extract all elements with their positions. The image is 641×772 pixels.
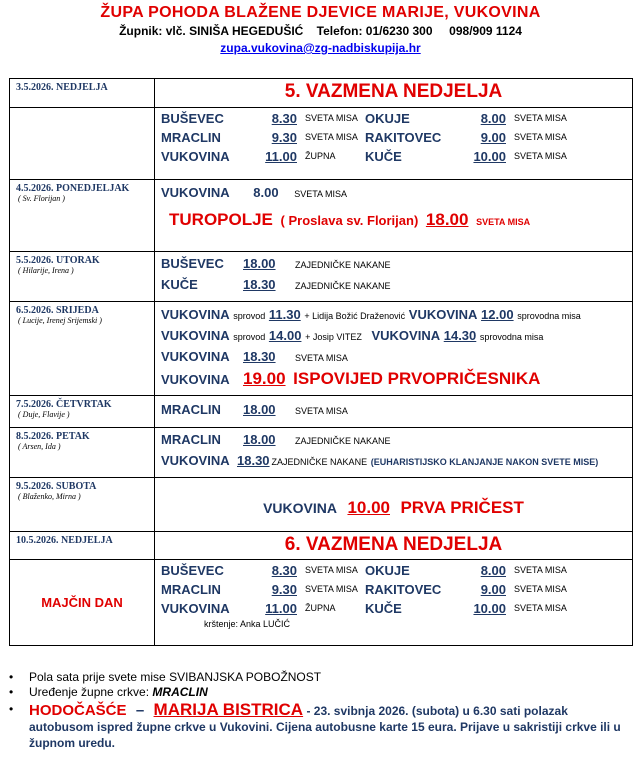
footer-notes [9,670,629,751]
mass-line [155,254,632,275]
mass-time: 11.00 [265,149,297,164]
mass-type: SVETA MISA [514,603,567,613]
mass-time: 18.00 [243,256,276,271]
mass-place: VUKOVINA [161,149,230,164]
mass-type: sprovodna misa [479,332,544,342]
feast-note: ( Proslava sv. Florijan) [280,213,419,228]
mass-type: SVETA MISA [305,565,358,575]
mass-time: 14.30 [443,328,477,343]
day-saint: ( Duje, Flavije ) [18,410,70,419]
mass-time: 14.00 [268,328,302,343]
mass-time: 10.00 [473,149,506,164]
bullet-icon: • [9,702,14,716]
mass-time: 12.00 [481,307,514,322]
communion-time: 10.00 [347,497,390,517]
mass-time: 10.00 [473,601,506,616]
parish-email-link[interactable]: zupa.vukovina@zg-nadbiskupija.hr [220,41,421,55]
mass-time: 9.00 [480,582,506,597]
deceased-name: + Josip VITEZ [305,332,362,342]
mass-type: ZAJEDNIČKE NAKANE [295,260,391,270]
day-saint: ( Sv. Florijan ) [18,194,65,203]
confession-time: 19.00 [243,369,286,388]
mass-type: ŽUPNA [305,151,336,161]
mass-time: 9.00 [480,130,506,145]
mass-line [155,430,632,451]
mass-time: 11.30 [268,307,301,322]
mass-type: SVETA MISA [295,353,348,363]
mass-place: VUKOVINA [161,328,230,343]
day-saint: ( Lucije, Irenej Srijemski ) [18,316,102,325]
pilgrimage-details: - 23. svibnja 2026. (subota) u 6.30 sati polazak autobusom ispred župne crkve u Vukovini. Cijena autobusne karte 15 eura. Prijave u sakristiji crkve ili u župnom uredu. [29,704,621,750]
mass-line [155,400,632,421]
mass-place: VUKOVINA [161,372,230,387]
mass-place: KUČE [161,277,198,292]
funeral-line [155,326,632,347]
day-saint: ( Arsen, Ida ) [18,442,61,451]
mass-type: SVETA MISA [514,565,567,575]
parish-title: ŽUPA POHODA BLAŽENE DJEVICE MARIJE, VUKOVINA [100,4,541,21]
footer-bullet [9,670,629,685]
mass-time: 18.30 [243,349,276,364]
deceased-name: + Lidija Božić Draženović [304,311,406,321]
mass-type: ZAJEDNIČKE NAKANE [271,457,368,467]
mass-type: ZAJEDNIČKE NAKANE [295,281,391,291]
footer-parish: MRACLIN [152,685,208,699]
mass-type: SVETA MISA [514,584,567,594]
schedule-table [9,78,633,646]
communion-text: PRVA PRIČEST [400,497,524,517]
mass-time: 8.30 [271,563,297,578]
mass-place: VUKOVINA [371,328,441,343]
mass-time: 11.00 [265,601,297,616]
footer-text: Uređenje župne crkve: [29,685,150,699]
day-saint: ( Hilarije, Irena ) [18,266,74,275]
mass-type: SVETA MISA [305,584,358,594]
day-date: 10.5.2026. NEDJELJA [16,535,113,546]
mass-time: 9.30 [271,130,297,145]
mass-line [155,183,632,204]
pilgrimage-dash: – [135,702,145,719]
mass-place: VUKOVINA [161,307,230,322]
mass-place: KUČE [365,149,402,164]
confession-text: ISPOVIJED PRVOPRIČESNIKA [293,369,541,388]
mass-place: OKUJE [365,563,410,578]
day-date: 5.5.2026. UTORAK [16,255,100,266]
mass-place: VUKOVINA [161,601,230,616]
mass-time: 18.00 [243,432,276,447]
mass-time: 18.30 [237,453,270,468]
day-date: 3.5.2026. NEDJELJA [16,82,108,93]
pilgrimage-destination: MARIJA BISTRICA [153,700,304,719]
sunday-title: 5. VAZMENA NEDJELJA [284,81,503,102]
confession-line [155,368,632,390]
mass-time: 8.00 [480,563,506,578]
day-date: 6.5.2026. SRIJEDA [16,305,99,316]
mass-place: MRACLIN [161,582,221,597]
mass-type: sprovodna misa [517,311,581,321]
mass-place: VUKOVINA [263,499,337,516]
mass-time: 18.30 [243,277,276,292]
mass-time: 18.00 [243,402,276,417]
day-date: 9.5.2026. SUBOTA [16,481,97,492]
feast-line [155,210,632,230]
funeral-line [155,305,632,326]
mass-type: ŽUPNA [305,603,336,613]
feast-place: TUROPOLJE [169,210,273,229]
mass-type: sprovod [233,332,266,342]
mass-place: MRACLIN [161,130,221,145]
day-date: 7.5.2026. ČETVRTAK [16,399,112,410]
mass-time: 8.00 [480,111,506,126]
sunday-mass-grid [155,109,632,166]
mass-type: SVETA MISA [294,189,348,199]
day-date: 8.5.2026. PETAK [16,431,90,442]
mass-line [155,347,632,368]
mass-place: OKUJE [365,111,410,126]
mass-type: SVETA MISA [295,406,348,416]
footer-bullet [9,702,629,751]
footer-text: Pola sata prije svete mise SVIBANJSKA POBOŽNOST [29,670,322,684]
day-saint: ( Blaženko, Mirna ) [18,492,81,501]
mass-place: RAKITOVEC [365,582,442,597]
baptism-note: krštenje: Anka LUČIĆ [204,619,291,629]
bullet-icon: • [9,670,14,684]
mass-time: 8.00 [253,185,279,200]
mass-place: MRACLIN [161,402,221,417]
bullet-icon: • [9,685,14,699]
mass-place: BUŠEVEC [161,563,224,578]
mass-time: 9.30 [271,582,297,597]
mass-type: SVETA MISA [514,113,567,123]
mass-line [155,451,632,472]
feast-mass: SVETA MISA [476,217,531,227]
mass-type: SVETA MISA [514,132,567,142]
mass-place: MRACLIN [161,432,221,447]
mass-type: SVETA MISA [514,151,567,161]
mass-place: VUKOVINA [408,307,478,322]
mass-place: RAKITOVEC [365,130,442,145]
footer-bullet [9,685,629,700]
mass-place: VUKOVINA [161,349,230,364]
mass-place: VUKOVINA [161,453,230,468]
sunday-title: 6. VAZMENA NEDJELJA [284,534,503,555]
feast-time: 18.00 [425,210,469,229]
mass-place: BUŠEVEC [161,111,224,126]
mass-time: 8.30 [271,111,297,126]
mass-place: BUŠEVEC [161,256,224,271]
day-date: 4.5.2026. PONEDJELJAK [16,183,130,194]
mass-type: sprovod [233,311,266,321]
adoration-note: (EUHARISTIJSKO KLANJANJE NAKON SVETE MISE) [370,457,599,467]
mass-type: ZAJEDNIČKE NAKANE [295,436,391,446]
mothers-day-label: MAJČIN DAN [41,594,123,610]
parish-contact: Župnik: vlč. SINIŠA HEGEDUŠIĆ Telefon: 01/6230 300 098/909 1124 [119,24,522,38]
mass-place: KUČE [365,601,402,616]
pilgrimage-label: HODOČAŠĆE [29,702,127,719]
mass-type: SVETA MISA [305,113,358,123]
mass-type: SVETA MISA [305,132,358,142]
sunday-mass-grid [155,561,632,618]
mass-line [155,275,632,296]
mass-place: VUKOVINA [161,185,230,200]
